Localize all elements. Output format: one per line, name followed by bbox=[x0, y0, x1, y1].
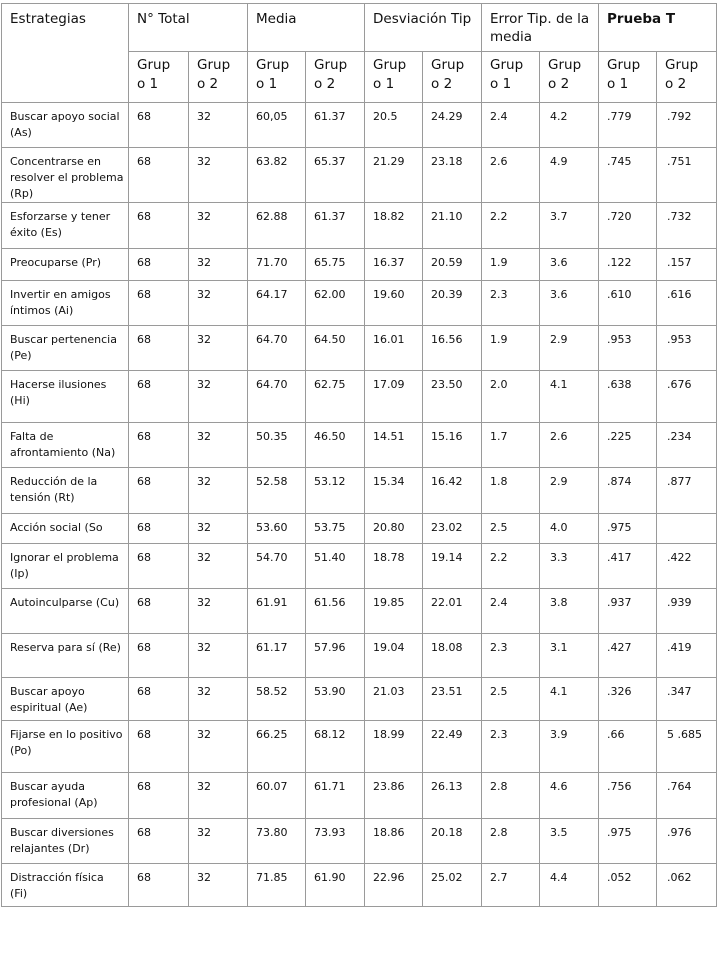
total-group-2: 32 bbox=[189, 423, 248, 468]
table-row bbox=[2, 544, 717, 589]
error-group-2: 3.7 bbox=[540, 203, 599, 249]
error-group-2: 3.9 bbox=[540, 721, 599, 773]
desv-group-1: 21.03 bbox=[365, 678, 423, 721]
total-group-1: 68 bbox=[129, 103, 189, 148]
table-row bbox=[2, 514, 717, 544]
media-group-2: 61.71 bbox=[306, 773, 365, 819]
total-group-2: 32 bbox=[189, 773, 248, 819]
header-media: Media bbox=[248, 4, 365, 52]
total-group-1: 68 bbox=[129, 514, 189, 544]
strategy-name: Buscar diversiones relajantes (Dr) bbox=[2, 819, 129, 864]
total-group-2: 32 bbox=[189, 281, 248, 326]
strategy-name: Autoinculparse (Cu) bbox=[2, 589, 129, 634]
media-group-2: 51.40 bbox=[306, 544, 365, 589]
error-group-2: 4.0 bbox=[540, 514, 599, 544]
group-1-label: Grup o 1 bbox=[129, 52, 189, 103]
prueba-t-group-2: .234 bbox=[657, 423, 717, 468]
error-group-1: 1.9 bbox=[482, 249, 540, 281]
prueba-t-group-1: .937 bbox=[599, 589, 657, 634]
prueba-t-group-1: .225 bbox=[599, 423, 657, 468]
table-row bbox=[2, 678, 717, 721]
total-group-1: 68 bbox=[129, 203, 189, 249]
strategy-name: Buscar apoyo social (As) bbox=[2, 103, 129, 148]
error-group-1: 2.7 bbox=[482, 864, 540, 907]
prueba-t-group-1: .756 bbox=[599, 773, 657, 819]
error-group-1: 2.8 bbox=[482, 773, 540, 819]
error-group-2: 3.3 bbox=[540, 544, 599, 589]
table-row bbox=[2, 721, 717, 773]
desv-group-1: 19.04 bbox=[365, 634, 423, 678]
error-group-2: 2.9 bbox=[540, 326, 599, 371]
prueba-t-group-1: .874 bbox=[599, 468, 657, 514]
prueba-t-group-1: .66 bbox=[599, 721, 657, 773]
desv-group-2: 19.14 bbox=[423, 544, 482, 589]
strategy-name: Acción social (So bbox=[2, 514, 129, 544]
desv-group-1: 18.82 bbox=[365, 203, 423, 249]
prueba-t-group-1: .052 bbox=[599, 864, 657, 907]
prueba-t-group-2: .792 bbox=[657, 103, 717, 148]
desv-group-1: 21.29 bbox=[365, 148, 423, 203]
strategy-name: Distracción física (Fi) bbox=[2, 864, 129, 907]
prueba-t-group-2: .877 bbox=[657, 468, 717, 514]
media-group-1: 61.91 bbox=[248, 589, 306, 634]
desv-group-1: 18.99 bbox=[365, 721, 423, 773]
prueba-t-group-1: .720 bbox=[599, 203, 657, 249]
header-total: N° Total bbox=[129, 4, 248, 52]
prueba-t-group-2: .751 bbox=[657, 148, 717, 203]
media-group-2: 46.50 bbox=[306, 423, 365, 468]
header-desviacion: Desviación Tip bbox=[365, 4, 482, 52]
desv-group-1: 22.96 bbox=[365, 864, 423, 907]
strategy-name: Concentrarse en resolver el problema (Rp) bbox=[2, 148, 129, 203]
desv-group-1: 20.5 bbox=[365, 103, 423, 148]
error-group-1: 2.0 bbox=[482, 371, 540, 423]
prueba-t-group-2: .422 bbox=[657, 544, 717, 589]
media-group-1: 52.58 bbox=[248, 468, 306, 514]
desv-group-1: 18.78 bbox=[365, 544, 423, 589]
media-group-1: 73.80 bbox=[248, 819, 306, 864]
strategy-name: Hacerse ilusiones (Hi) bbox=[2, 371, 129, 423]
error-group-1: 2.3 bbox=[482, 281, 540, 326]
prueba-t-group-1: .427 bbox=[599, 634, 657, 678]
total-group-2: 32 bbox=[189, 468, 248, 514]
error-group-1: 2.6 bbox=[482, 148, 540, 203]
prueba-t-group-1: .638 bbox=[599, 371, 657, 423]
desv-group-2: 20.39 bbox=[423, 281, 482, 326]
media-group-2: 53.75 bbox=[306, 514, 365, 544]
error-group-1: 2.3 bbox=[482, 634, 540, 678]
prueba-t-group-1: .122 bbox=[599, 249, 657, 281]
desv-group-2: 16.42 bbox=[423, 468, 482, 514]
strategy-name: Fijarse en lo positivo (Po) bbox=[2, 721, 129, 773]
media-group-2: 61.37 bbox=[306, 103, 365, 148]
table-row bbox=[2, 281, 717, 326]
error-group-2: 4.1 bbox=[540, 371, 599, 423]
media-group-2: 57.96 bbox=[306, 634, 365, 678]
error-group-1: 2.8 bbox=[482, 819, 540, 864]
media-group-2: 62.00 bbox=[306, 281, 365, 326]
media-group-1: 71.85 bbox=[248, 864, 306, 907]
strategy-name: Ignorar el problema (Ip) bbox=[2, 544, 129, 589]
group-2-label: Grup o 2 bbox=[189, 52, 248, 103]
total-group-2: 32 bbox=[189, 371, 248, 423]
total-group-2: 32 bbox=[189, 678, 248, 721]
group-2-label: Grup o 2 bbox=[423, 52, 482, 103]
desv-group-1: 16.01 bbox=[365, 326, 423, 371]
desv-group-2: 15.16 bbox=[423, 423, 482, 468]
error-group-1: 2.3 bbox=[482, 721, 540, 773]
total-group-2: 32 bbox=[189, 634, 248, 678]
error-group-1: 2.2 bbox=[482, 203, 540, 249]
prueba-t-group-1: .975 bbox=[599, 514, 657, 544]
strategy-name: Invertir en amigos íntimos (Ai) bbox=[2, 281, 129, 326]
error-group-2: 4.2 bbox=[540, 103, 599, 148]
error-group-2: 2.9 bbox=[540, 468, 599, 514]
group-2-label: Grup o 2 bbox=[306, 52, 365, 103]
total-group-1: 68 bbox=[129, 819, 189, 864]
error-group-2: 4.1 bbox=[540, 678, 599, 721]
error-group-2: 2.6 bbox=[540, 423, 599, 468]
desv-group-1: 23.86 bbox=[365, 773, 423, 819]
total-group-1: 68 bbox=[129, 864, 189, 907]
total-group-1: 68 bbox=[129, 249, 189, 281]
error-group-1: 1.9 bbox=[482, 326, 540, 371]
media-group-1: 53.60 bbox=[248, 514, 306, 544]
media-group-1: 50.35 bbox=[248, 423, 306, 468]
media-group-2: 68.12 bbox=[306, 721, 365, 773]
prueba-t-group-1: .953 bbox=[599, 326, 657, 371]
total-group-1: 68 bbox=[129, 773, 189, 819]
media-group-2: 61.37 bbox=[306, 203, 365, 249]
total-group-1: 68 bbox=[129, 589, 189, 634]
table-row bbox=[2, 819, 717, 864]
desv-group-2: 16.56 bbox=[423, 326, 482, 371]
error-group-2: 4.9 bbox=[540, 148, 599, 203]
desv-group-1: 18.86 bbox=[365, 819, 423, 864]
total-group-1: 68 bbox=[129, 423, 189, 468]
prueba-t-group-2: .764 bbox=[657, 773, 717, 819]
desv-group-2: 22.01 bbox=[423, 589, 482, 634]
total-group-2: 32 bbox=[189, 148, 248, 203]
media-group-2: 62.75 bbox=[306, 371, 365, 423]
group-1-label: Grup o 1 bbox=[365, 52, 423, 103]
desv-group-1: 14.51 bbox=[365, 423, 423, 468]
table-row bbox=[2, 423, 717, 468]
prueba-t-group-2: .976 bbox=[657, 819, 717, 864]
error-group-1: 2.5 bbox=[482, 678, 540, 721]
error-group-1: 2.4 bbox=[482, 103, 540, 148]
table-row bbox=[2, 249, 717, 281]
group-2-label: Grup o 2 bbox=[657, 52, 717, 103]
media-group-2: 73.93 bbox=[306, 819, 365, 864]
desv-group-2: 22.49 bbox=[423, 721, 482, 773]
error-group-2: 3.6 bbox=[540, 281, 599, 326]
table-row bbox=[2, 773, 717, 819]
error-group-1: 2.4 bbox=[482, 589, 540, 634]
prueba-t-group-2: 5 .685 bbox=[657, 721, 717, 773]
desv-group-2: 20.18 bbox=[423, 819, 482, 864]
desv-group-2: 20.59 bbox=[423, 249, 482, 281]
table-row bbox=[2, 103, 717, 148]
desv-group-2: 23.02 bbox=[423, 514, 482, 544]
prueba-t-group-1: .745 bbox=[599, 148, 657, 203]
total-group-1: 68 bbox=[129, 326, 189, 371]
total-group-2: 32 bbox=[189, 721, 248, 773]
total-group-2: 32 bbox=[189, 544, 248, 589]
total-group-2: 32 bbox=[189, 589, 248, 634]
prueba-t-group-1: .779 bbox=[599, 103, 657, 148]
total-group-1: 68 bbox=[129, 281, 189, 326]
total-group-2: 32 bbox=[189, 203, 248, 249]
strategy-name: Buscar ayuda profesional (Ap) bbox=[2, 773, 129, 819]
error-group-1: 2.2 bbox=[482, 544, 540, 589]
table-row bbox=[2, 326, 717, 371]
table-row bbox=[2, 864, 717, 907]
media-group-1: 66.25 bbox=[248, 721, 306, 773]
media-group-1: 60,05 bbox=[248, 103, 306, 148]
desv-group-1: 19.85 bbox=[365, 589, 423, 634]
total-group-1: 68 bbox=[129, 148, 189, 203]
desv-group-1: 19.60 bbox=[365, 281, 423, 326]
error-group-2: 3.1 bbox=[540, 634, 599, 678]
total-group-1: 68 bbox=[129, 468, 189, 514]
prueba-t-group-2: .676 bbox=[657, 371, 717, 423]
total-group-1: 68 bbox=[129, 634, 189, 678]
prueba-t-group-1: .975 bbox=[599, 819, 657, 864]
desv-group-2: 18.08 bbox=[423, 634, 482, 678]
table-row bbox=[2, 148, 717, 203]
desv-group-2: 23.18 bbox=[423, 148, 482, 203]
prueba-t-group-2 bbox=[657, 514, 717, 544]
total-group-2: 32 bbox=[189, 103, 248, 148]
strategy-name: Preocuparse (Pr) bbox=[2, 249, 129, 281]
strategy-name: Reserva para sí (Re) bbox=[2, 634, 129, 678]
strategy-name: Falta de afrontamiento (Na) bbox=[2, 423, 129, 468]
media-group-2: 65.75 bbox=[306, 249, 365, 281]
error-group-1: 2.5 bbox=[482, 514, 540, 544]
desv-group-2: 23.50 bbox=[423, 371, 482, 423]
prueba-t-group-2: .347 bbox=[657, 678, 717, 721]
desv-group-2: 24.29 bbox=[423, 103, 482, 148]
desv-group-2: 23.51 bbox=[423, 678, 482, 721]
media-group-1: 61.17 bbox=[248, 634, 306, 678]
prueba-t-group-2: .062 bbox=[657, 864, 717, 907]
strategy-name: Esforzarse y tener éxito (Es) bbox=[2, 203, 129, 249]
group-1-label: Grup o 1 bbox=[482, 52, 540, 103]
total-group-2: 32 bbox=[189, 326, 248, 371]
media-group-1: 54.70 bbox=[248, 544, 306, 589]
total-group-1: 68 bbox=[129, 544, 189, 589]
prueba-t-group-2: .616 bbox=[657, 281, 717, 326]
media-group-2: 53.12 bbox=[306, 468, 365, 514]
table-row bbox=[2, 203, 717, 249]
media-group-1: 60.07 bbox=[248, 773, 306, 819]
desv-group-2: 25.02 bbox=[423, 864, 482, 907]
media-group-1: 64.17 bbox=[248, 281, 306, 326]
error-group-1: 1.7 bbox=[482, 423, 540, 468]
media-group-2: 65.37 bbox=[306, 148, 365, 203]
total-group-1: 68 bbox=[129, 721, 189, 773]
desv-group-1: 15.34 bbox=[365, 468, 423, 514]
media-group-2: 61.90 bbox=[306, 864, 365, 907]
prueba-t-group-1: .610 bbox=[599, 281, 657, 326]
media-group-1: 64.70 bbox=[248, 326, 306, 371]
total-group-1: 68 bbox=[129, 371, 189, 423]
table-row bbox=[2, 468, 717, 514]
prueba-t-group-2: .732 bbox=[657, 203, 717, 249]
header-strategies: Estrategias bbox=[2, 4, 129, 103]
prueba-t-group-2: .939 bbox=[657, 589, 717, 634]
group-2-label: Grup o 2 bbox=[540, 52, 599, 103]
media-group-1: 62.88 bbox=[248, 203, 306, 249]
header-prueba-t: Prueba T bbox=[599, 4, 717, 52]
error-group-2: 4.6 bbox=[540, 773, 599, 819]
total-group-2: 32 bbox=[189, 864, 248, 907]
media-group-1: 58.52 bbox=[248, 678, 306, 721]
total-group-2: 32 bbox=[189, 249, 248, 281]
media-group-1: 64.70 bbox=[248, 371, 306, 423]
table-row bbox=[2, 589, 717, 634]
error-group-2: 3.8 bbox=[540, 589, 599, 634]
strategy-name: Buscar apoyo espiritual (Ae) bbox=[2, 678, 129, 721]
total-group-2: 32 bbox=[189, 514, 248, 544]
media-group-1: 71.70 bbox=[248, 249, 306, 281]
table-row bbox=[2, 371, 717, 423]
desv-group-1: 17.09 bbox=[365, 371, 423, 423]
prueba-t-group-2: .157 bbox=[657, 249, 717, 281]
media-group-1: 63.82 bbox=[248, 148, 306, 203]
strategy-name: Buscar pertenencia (Pe) bbox=[2, 326, 129, 371]
error-group-2: 3.5 bbox=[540, 819, 599, 864]
results-table bbox=[1, 3, 717, 907]
desv-group-2: 26.13 bbox=[423, 773, 482, 819]
prueba-t-group-2: .953 bbox=[657, 326, 717, 371]
header-error: Error Tip. de la media bbox=[482, 4, 599, 52]
group-1-label: Grup o 1 bbox=[248, 52, 306, 103]
group-1-label: Grup o 1 bbox=[599, 52, 657, 103]
total-group-1: 68 bbox=[129, 678, 189, 721]
desv-group-2: 21.10 bbox=[423, 203, 482, 249]
strategy-name: Reducción de la tensión (Rt) bbox=[2, 468, 129, 514]
error-group-1: 1.8 bbox=[482, 468, 540, 514]
prueba-t-group-1: .326 bbox=[599, 678, 657, 721]
media-group-2: 61.56 bbox=[306, 589, 365, 634]
prueba-t-group-1: .417 bbox=[599, 544, 657, 589]
media-group-2: 64.50 bbox=[306, 326, 365, 371]
total-group-2: 32 bbox=[189, 819, 248, 864]
prueba-t-group-2: .419 bbox=[657, 634, 717, 678]
desv-group-1: 16.37 bbox=[365, 249, 423, 281]
desv-group-1: 20.80 bbox=[365, 514, 423, 544]
error-group-2: 4.4 bbox=[540, 864, 599, 907]
error-group-2: 3.6 bbox=[540, 249, 599, 281]
media-group-2: 53.90 bbox=[306, 678, 365, 721]
table-row bbox=[2, 634, 717, 678]
